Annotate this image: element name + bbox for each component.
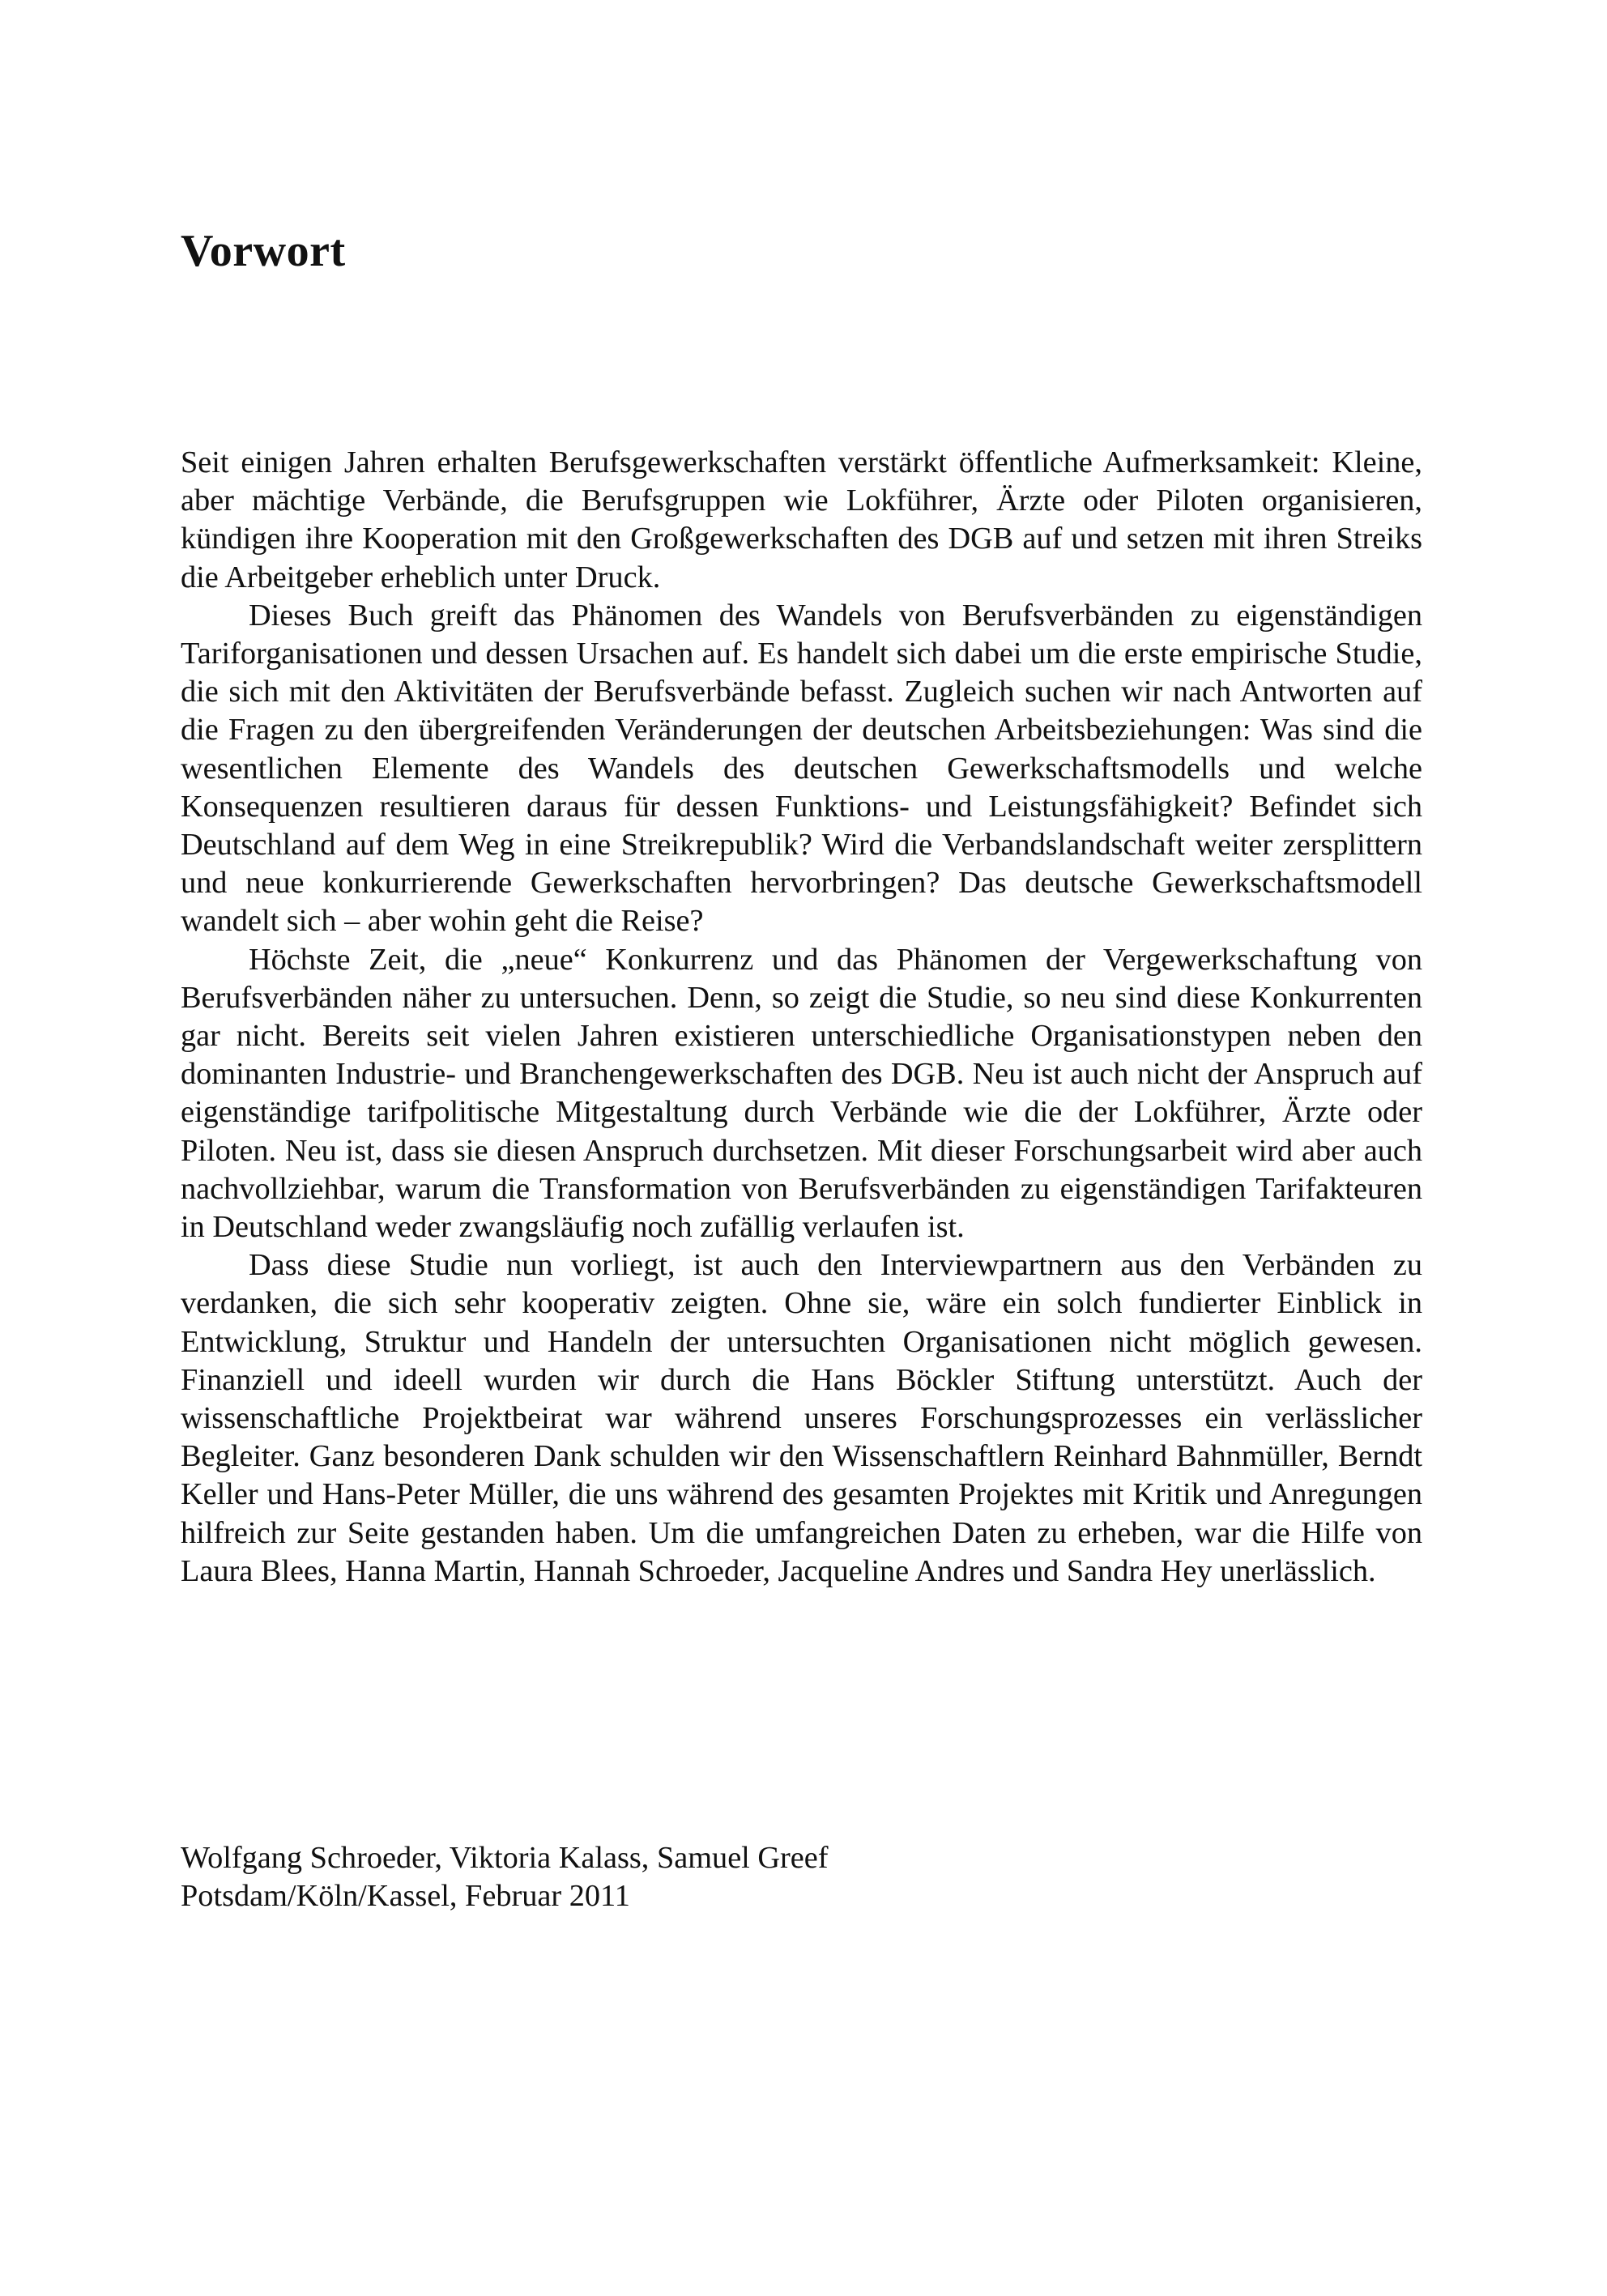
paragraph-competition: Höchste Zeit, die „neue“ Konkurrenz und das Phänomen der Vergewerkschaftung von Berufsverbänden näher zu untersuchen. Denn, so zeigt die Studie, so neu sind diese Konkurrenten gar nicht. Bereits seit vielen Jahren existieren unterschiedliche Organisationstypen neben den dominanten Industrie- und Branchengewerkschaften des DGB. Neu ist auch nicht der Anspruch auf eigenständige tarifpolitische Mitgestaltung durch Verbände wie die der Lokführer, Ärzte oder Piloten. Neu ist, dass sie diesen Anspruch durchsetzen. Mit dieser Forschungsarbeit wird aber auch nachvollziehbar, warum die Transformation von Berufsverbänden zu eigenständigen Tarifakteuren in Deutschland weder zwangsläufig noch zufällig verlaufen ist. xyxy=(181,942,1422,1245)
paragraph-book-scope: Dieses Buch greift das Phänomen des Wandels von Berufsverbänden zu eigenständigen Tariforganisationen und dessen Ursachen auf. Es handelt sich dabei um die erste empirische Studie, die sich mit den Aktivitäten der Berufsverbände befasst. Zugleich suchen wir nach Antworten auf die Fragen zu den übergreifenden Veränderungen der deutschen Arbeitsbeziehungen: Was sind die wesentlichen Elemente des Wandels des deutschen Gewerkschaftsmodells und welche Konsequenzen resultieren daraus für dessen Funktions- und Leistungsfähigkeit? Befindet sich Deutschland auf dem Weg in eine Streikrepublik? Wird die Verbandslandschaft weiter zersplittern und neue konkurrierende Gewerkschaften hervorbringen? Das deutsche Gewerkschaftsmodell wandelt sich – aber wohin geht die Reise? xyxy=(181,598,1422,939)
foreword-body xyxy=(181,444,1422,1591)
page-title: Vorwort xyxy=(181,226,346,276)
signature-block xyxy=(181,1839,1422,1915)
signature-authors: Wolfgang Schroeder, Viktoria Kalass, Samuel Greef xyxy=(181,1841,829,1875)
signature-place-date: Potsdam/Köln/Kassel, Februar 2011 xyxy=(181,1879,630,1914)
paragraph-acknowledgements: Dass diese Studie nun vorliegt, ist auch den Interviewpartnern aus den Verbänden zu verdanken, die sich sehr kooperativ zeigten. Ohne sie, wäre ein solch fundierter Einblick in Entwicklung, Struktur und Handeln der untersuchten Organisationen nicht möglich gewesen. Finanziell und ideell wurden wir durch die Hans Böckler Stiftung unterstützt. Auch der wissenschaftliche Projektbeirat war während unseres Forschungsprozesses ein verlässlicher Begleiter. Ganz besonderen Dank schulden wir den Wissenschaftlern Reinhard Bahnmüller, Berndt Keller und Hans-Peter Müller, die uns während des gesamten Projektes mit Kritik und Anregungen hilfreich zur Seite gestanden haben. Um die umfangreichen Daten zu erheben, war die Hilfe von Laura Blees, Hanna Martin, Hannah Schroeder, Jacqueline Andres und Sandra Hey unerlässlich. xyxy=(181,1248,1422,1588)
paragraph-intro: Seit einigen Jahren erhalten Berufsgewerkschaften verstärkt öffentliche Aufmerksamkeit: Kleine, aber mächtige Verbände, die Berufsgruppen wie Lokführer, Ärzte oder Piloten organisieren, kündigen ihre Kooperation mit den Großgewerkschaften des DGB auf und setzen mit ihren Streiks die Arbeitgeber erheblich unter Druck. xyxy=(181,445,1422,594)
